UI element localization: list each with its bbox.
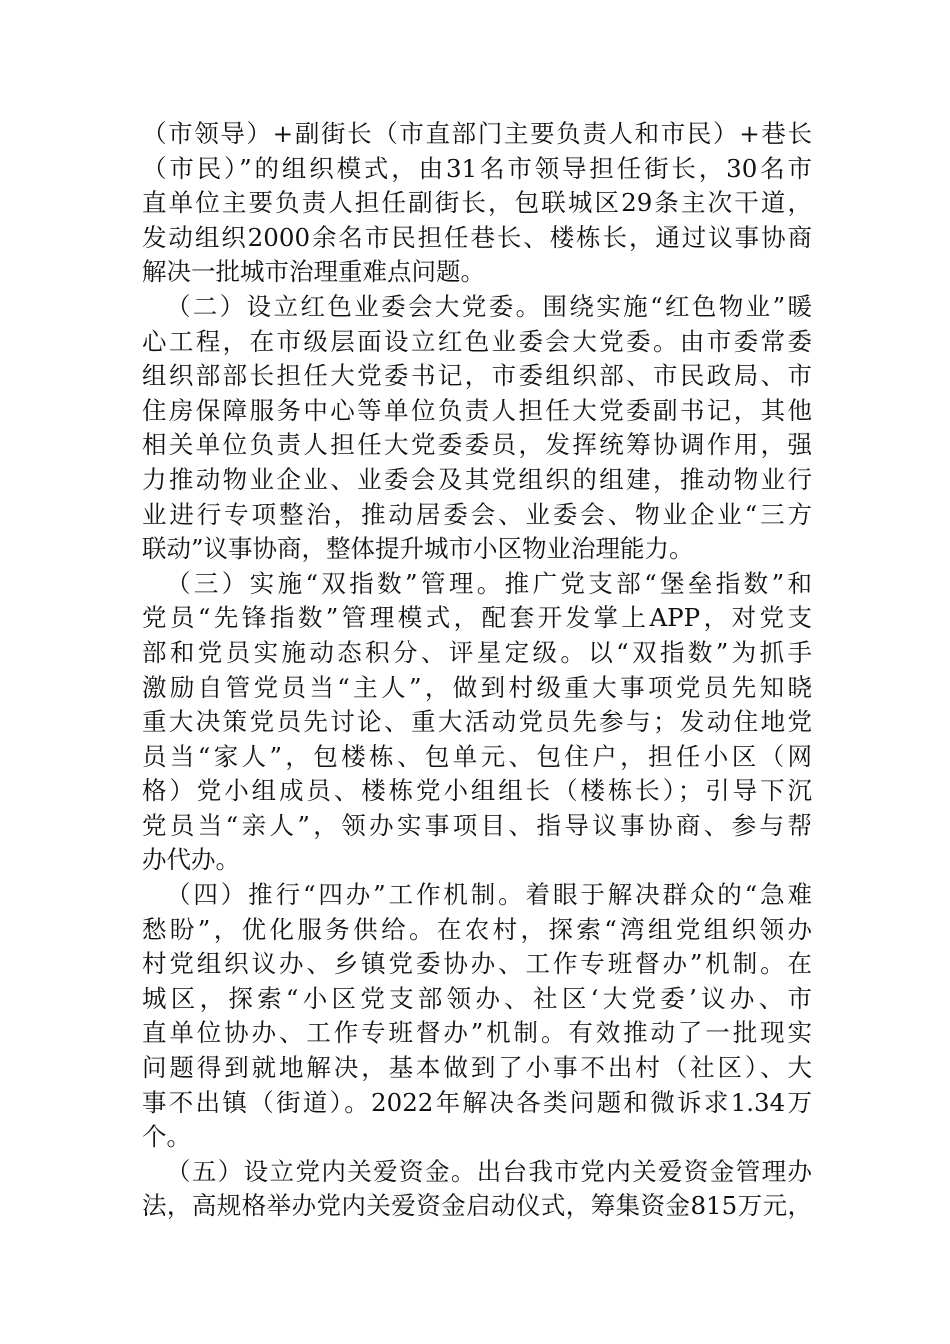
text-line: 心工程，在市级层面设立红色业委会大党委。由市委常委	[142, 326, 812, 356]
text-line: 城区，探索“小区党支部领办、社区‘大党委’议办、市	[142, 983, 812, 1013]
text-line: 住房保障服务中心等单位负责人担任大党委副书记，其他	[142, 395, 812, 425]
text-line: 法，高规格举办党内关爱资金启动仪式，筹集资金815万元，	[142, 1191, 812, 1221]
text-line: 直单位协办、工作专班督办”机制。有效推动了一批现实	[142, 1018, 812, 1048]
text-line: 事不出镇（街道）。2022年解决各类问题和微诉求1.34万	[142, 1087, 812, 1117]
text-line: 激励自管党员当“主人”，做到村级重大事项党员先知晓	[142, 672, 812, 702]
text-line: 问题得到就地解决，基本做到了小事不出村（社区）、大	[142, 1053, 812, 1083]
text-line: 相关单位负责人担任大党委委员，发挥统筹协调作用，强	[142, 430, 812, 460]
text-line: 村党组织议办、乡镇党委协办、工作专班督办”机制。在	[142, 949, 812, 979]
text-line: 部和党员实施动态积分、评星定级。以“双指数”为抓手	[142, 637, 812, 667]
text-line: 发动组织2000余名市民担任巷长、楼栋长，通过议事协商	[142, 222, 812, 252]
text-line: 力推动物业企业、业委会及其党组织的组建，推动物业行	[142, 464, 812, 494]
text-line: 组织部部长担任大党委书记，市委组织部、市民政局、市	[142, 361, 812, 391]
text-line: 联动”议事协商，整体提升城市小区物业治理能力。	[142, 534, 694, 564]
text-line: 格）党小组成员、楼栋党小组组长（楼栋长）；引导下沉	[142, 776, 812, 806]
text-line: （市领导）+副街长（市直部门主要负责人和市民）+巷长	[142, 119, 812, 148]
text-line: 业进行专项整治，推动居委会、业委会、物业企业“三方	[142, 499, 812, 529]
section-heading-line: （五）设立党内关爱资金。出台我市党内关爱资金管理办	[166, 1156, 812, 1186]
document-body	[142, 117, 812, 1224]
text-line: 重大决策党员先讨论、重大活动党员先参与；发动住地党	[142, 707, 812, 737]
text-line: 党员“先锋指数”管理模式，配套开发掌上APP，对党支	[142, 603, 812, 633]
text-line: 党员当“亲人”，领办实事项目、指导议事协商、参与帮	[142, 810, 812, 840]
text-line: 员当“家人”，包楼栋、包单元、包住户，担任小区（网	[142, 741, 812, 771]
text-line: 个。	[142, 1122, 191, 1152]
text-line: 解决一批城市治理重难点问题。	[142, 257, 485, 287]
text-line: 直单位主要负责人担任副街长，包联城区29条主次干道，	[142, 188, 812, 218]
section-heading-line: （二）设立红色业委会大党委。围绕实施“红色物业”暖	[166, 291, 812, 321]
section-heading-line: （三）实施“双指数”管理。推广党支部“堡垒指数”和	[166, 568, 812, 598]
text-line: 办代办。	[142, 845, 240, 875]
text-line: （市民）”的组织模式，由31名市领导担任街长，30名市	[142, 153, 812, 183]
section-heading-line: （四）推行“四办”工作机制。着眼于解决群众的“急难	[166, 880, 812, 910]
text-line: 愁盼”，优化服务供给。在农村，探索“湾组党组织领办	[142, 914, 812, 944]
